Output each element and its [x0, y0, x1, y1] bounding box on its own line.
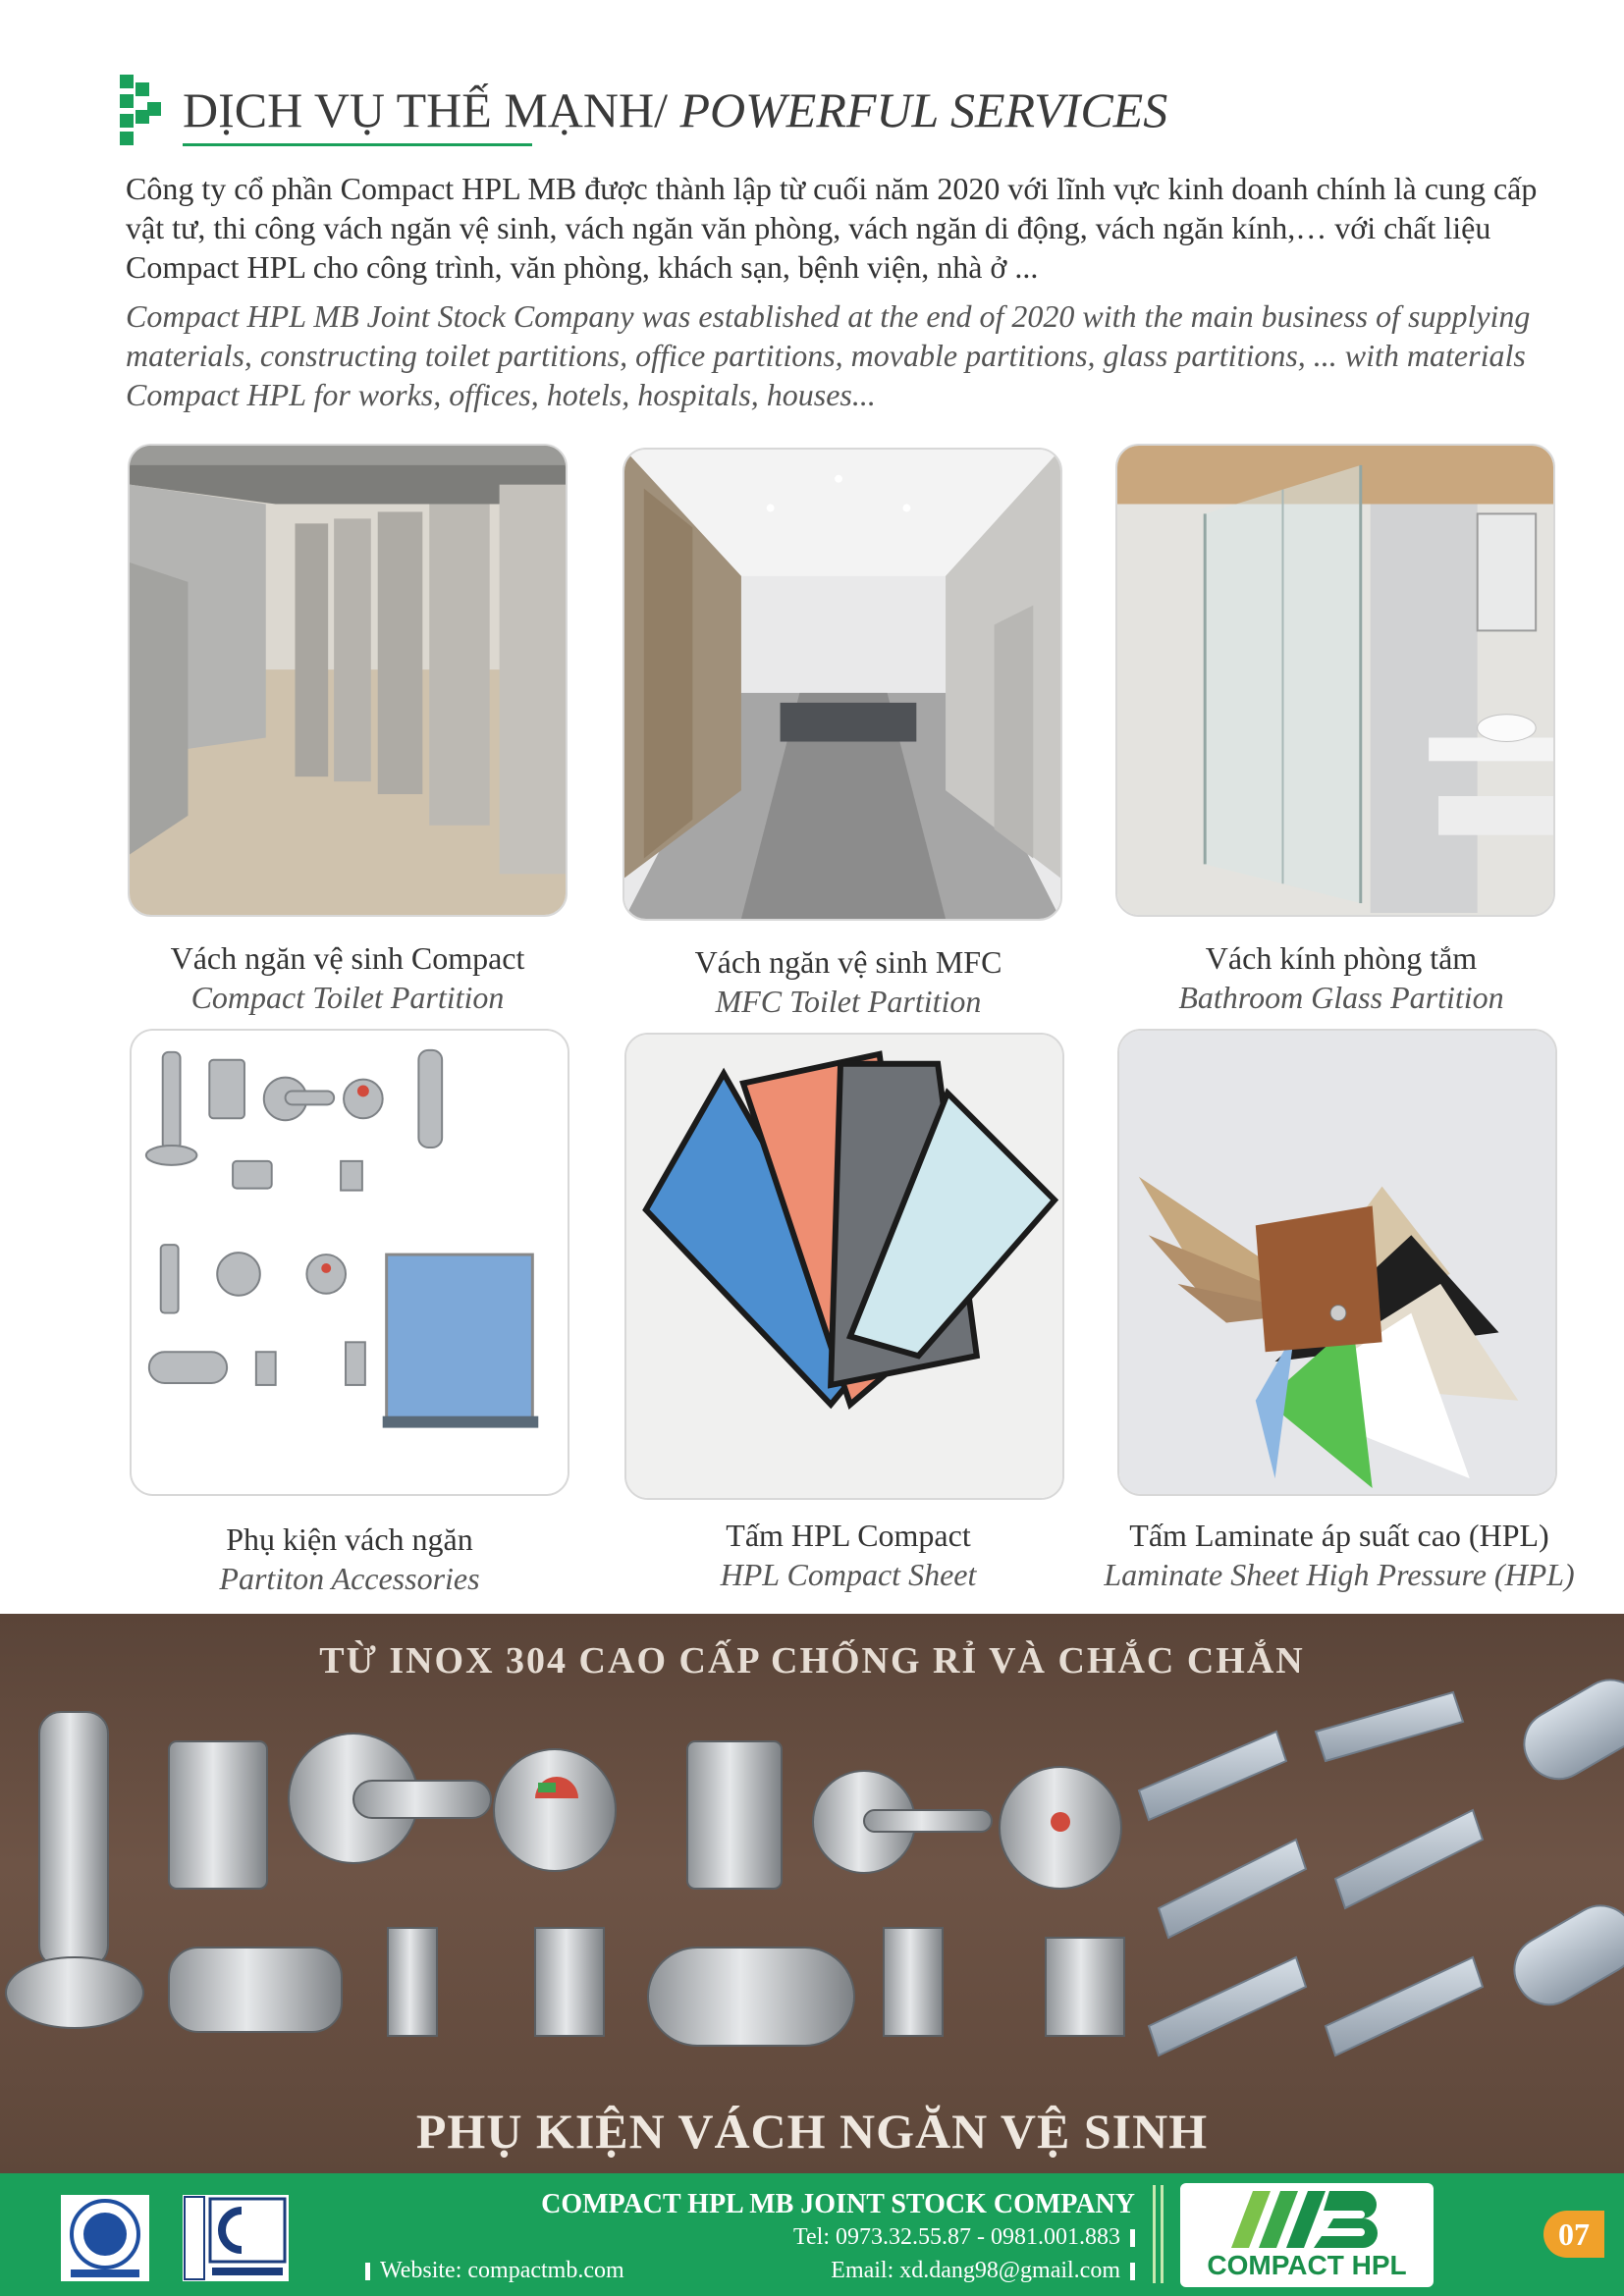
product-name-vi: Tấm HPL Compact — [726, 1518, 971, 1553]
product-caption — [94, 1520, 605, 1598]
bullet-icon — [1130, 2229, 1135, 2247]
product-name-en: Bathroom Glass Partition — [1178, 980, 1504, 1015]
contact-email — [831, 2258, 1135, 2284]
cr-certification-icon — [183, 2195, 289, 2281]
intro-paragraph-vi: Công ty cổ phần Compact HPL MB được thành lập từ cuối năm 2020 với lĩnh vực kinh doanh chính là cung cấp vật tư, thi công vách ngăn vệ sinh, vách ngăn văn phòng, vách ngăn di động, vách ngăn kính,… với chất liệu Compact HPL cho công trình, văn phòng, khách sạn, bệnh viện, nhà ở ... — [126, 171, 1538, 285]
footer — [0, 2173, 1624, 2296]
website-text: Website: compactmb.com — [380, 2258, 624, 2283]
laminate-sheet-photo — [1117, 1029, 1557, 1496]
page-title — [183, 80, 1167, 139]
hpl-compact-sheet-photo — [624, 1033, 1064, 1500]
footer-divider — [1153, 2185, 1156, 2283]
product-caption — [92, 938, 603, 1017]
product-name-vi: Vách ngăn vệ sinh MFC — [694, 944, 1002, 980]
bathroom-glass-partition-photo — [1115, 444, 1555, 917]
stainless-accessories-illustration — [0, 1614, 1624, 2173]
footer-divider — [1161, 2185, 1164, 2283]
product-name-en: Laminate Sheet High Pressure (HPL) — [1104, 1557, 1575, 1592]
intro-paragraph-en: Compact HPL MB Joint Stock Company was established at the end of 2020 with the main business of supplying materials, constructing toilet partitions, office partitions, movable partitions, glass partitions, ... with materials Compact HPL for works, offices, hotels, hospitals, houses... — [126, 298, 1531, 412]
partition-accessories-photo — [130, 1029, 569, 1496]
product-name-en: Compact Toilet Partition — [190, 980, 505, 1015]
accessories-banner — [0, 1614, 1624, 2173]
title-underline — [183, 143, 532, 146]
banner-headline: TỪ INOX 304 CAO CẤP CHỐNG RỈ VÀ CHẮC CHẮN — [319, 1640, 1305, 1682]
phone-text: Tel: 0973.32.55.87 - 0981.001.883 — [793, 2224, 1120, 2250]
banner-title: PHỤ KIỆN VÁCH NGĂN VỆ SINH — [415, 2104, 1209, 2159]
product-caption — [1084, 1516, 1595, 1594]
product-name-en: Partiton Accessories — [219, 1561, 480, 1596]
bullet-icon — [1130, 2263, 1135, 2280]
product-name-vi: Tấm Laminate áp suất cao (HPL) — [1129, 1518, 1549, 1553]
bullet-icon — [365, 2263, 370, 2280]
product-name-vi: Vách ngăn vệ sinh Compact — [170, 940, 525, 976]
product-name-en: MFC Toilet Partition — [715, 984, 982, 1019]
brand-name: COMPACT HPL — [1207, 2250, 1407, 2280]
brand-logo — [1180, 2183, 1434, 2287]
product-caption — [1086, 938, 1597, 1017]
iso-certification-icon — [61, 2195, 149, 2281]
page-number-badge: 07 — [1543, 2211, 1604, 2258]
page-title-vi: DỊCH VỤ THẾ MẠNH/ — [183, 82, 668, 137]
product-name-vi: Phụ kiện vách ngăn — [226, 1522, 473, 1557]
mb-logo-icon — [1231, 2191, 1384, 2248]
compact-toilet-partition-photo — [128, 444, 568, 917]
product-caption — [593, 942, 1104, 1021]
contact-website — [365, 2258, 624, 2284]
product-name-vi: Vách kính phòng tắm — [1205, 940, 1478, 976]
mfc-toilet-partition-photo — [623, 448, 1062, 921]
email-text: Email: xd.dang98@gmail.com — [831, 2258, 1120, 2283]
contact-phone — [793, 2224, 1135, 2251]
company-name: COMPACT HPL MB JOINT STOCK COMPANY — [541, 2189, 1135, 2219]
page-title-en: POWERFUL SERVICES — [668, 82, 1168, 137]
product-caption — [593, 1516, 1104, 1594]
product-name-en: HPL Compact Sheet — [720, 1557, 977, 1592]
brand-logo-mark-icon — [120, 75, 169, 145]
